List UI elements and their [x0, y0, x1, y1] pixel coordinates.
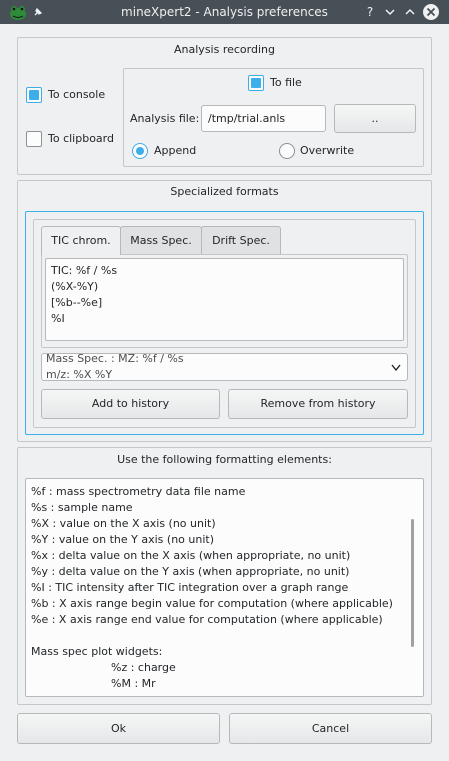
formatting-elements-title: Use the following formatting elements: — [117, 453, 332, 466]
minimize-icon[interactable] — [384, 6, 396, 18]
append-radio[interactable] — [132, 143, 148, 159]
overwrite-label[interactable]: Overwrite — [300, 144, 355, 157]
to-file-label[interactable]: To file — [270, 76, 302, 89]
append-label[interactable]: Append — [154, 144, 197, 157]
cancel-button[interactable]: Cancel — [229, 713, 432, 744]
vertical-scrollbar[interactable] — [411, 519, 414, 647]
specialized-formats-title: Specialized formats — [170, 185, 279, 198]
element-line-indented: %z : charge — [111, 661, 176, 674]
element-line: %I : TIC intensity after TIC integration over a graph range — [31, 581, 349, 594]
title-bar — [0, 0, 449, 24]
format-editor-line: %I — [51, 312, 65, 325]
element-line: %f : mass spectrometry data file name — [31, 485, 246, 498]
tab-tic-chrom[interactable]: TIC chrom. — [41, 226, 121, 255]
element-line: %s : sample name — [31, 501, 133, 514]
ok-button[interactable]: Ok — [17, 713, 220, 744]
to-clipboard-label[interactable]: To clipboard — [48, 132, 114, 145]
chevron-down-icon[interactable] — [391, 364, 401, 372]
remove-from-history-button[interactable]: Remove from history — [228, 389, 408, 419]
to-console-label[interactable]: To console — [48, 88, 106, 101]
tab-mass-spec[interactable]: Mass Spec. — [120, 226, 202, 254]
format-editor-line: (%X-%Y) — [51, 280, 99, 293]
add-to-history-button[interactable]: Add to history — [41, 389, 220, 419]
element-line: Mass spec plot widgets: — [31, 645, 163, 658]
analysis-recording-title: Analysis recording — [174, 43, 275, 56]
analysis-file-label: Analysis file: — [130, 112, 200, 125]
element-line: %e : X axis range end value for computation (where applicable) — [31, 613, 383, 626]
analysis-file-input[interactable]: /tmp/trial.anls — [201, 105, 326, 132]
close-icon[interactable] — [422, 3, 440, 21]
format-editor[interactable] — [45, 258, 404, 341]
element-line: %X : value on the X axis (no unit) — [31, 517, 216, 530]
format-editor-line: [%b--%e] — [51, 296, 103, 309]
to-clipboard-checkbox[interactable] — [26, 131, 42, 147]
element-line-indented: %M : Mr — [111, 677, 156, 690]
element-line: %Y : value on the Y axis (no unit) — [31, 533, 215, 546]
overwrite-radio[interactable] — [279, 143, 295, 159]
format-history-combo[interactable] — [41, 353, 408, 381]
maximize-icon[interactable] — [404, 6, 416, 18]
element-line: %x : delta value on the X axis (when appropriate, no unit) — [31, 549, 351, 562]
to-console-checkbox[interactable] — [26, 87, 42, 103]
formatting-elements-text[interactable] — [25, 478, 424, 697]
to-file-checkbox[interactable] — [248, 75, 264, 91]
element-line: %b : X axis range begin value for computation (where applicable) — [31, 597, 393, 610]
format-editor-line: TIC: %f / %s — [51, 264, 118, 277]
tab-drift-spec[interactable]: Drift Spec. — [201, 226, 281, 254]
help-button[interactable]: ? — [366, 5, 374, 19]
history-entry-line2: m/z: %X %Y — [46, 368, 113, 381]
element-line: %y : delta value on the Y axis (when appropriate, no unit) — [31, 565, 350, 578]
history-entry-line1: Mass Spec. : MZ: %f / %s — [46, 353, 184, 365]
browse-file-button[interactable]: .. — [334, 104, 416, 133]
window-title: mineXpert2 - Analysis preferences — [121, 5, 328, 19]
